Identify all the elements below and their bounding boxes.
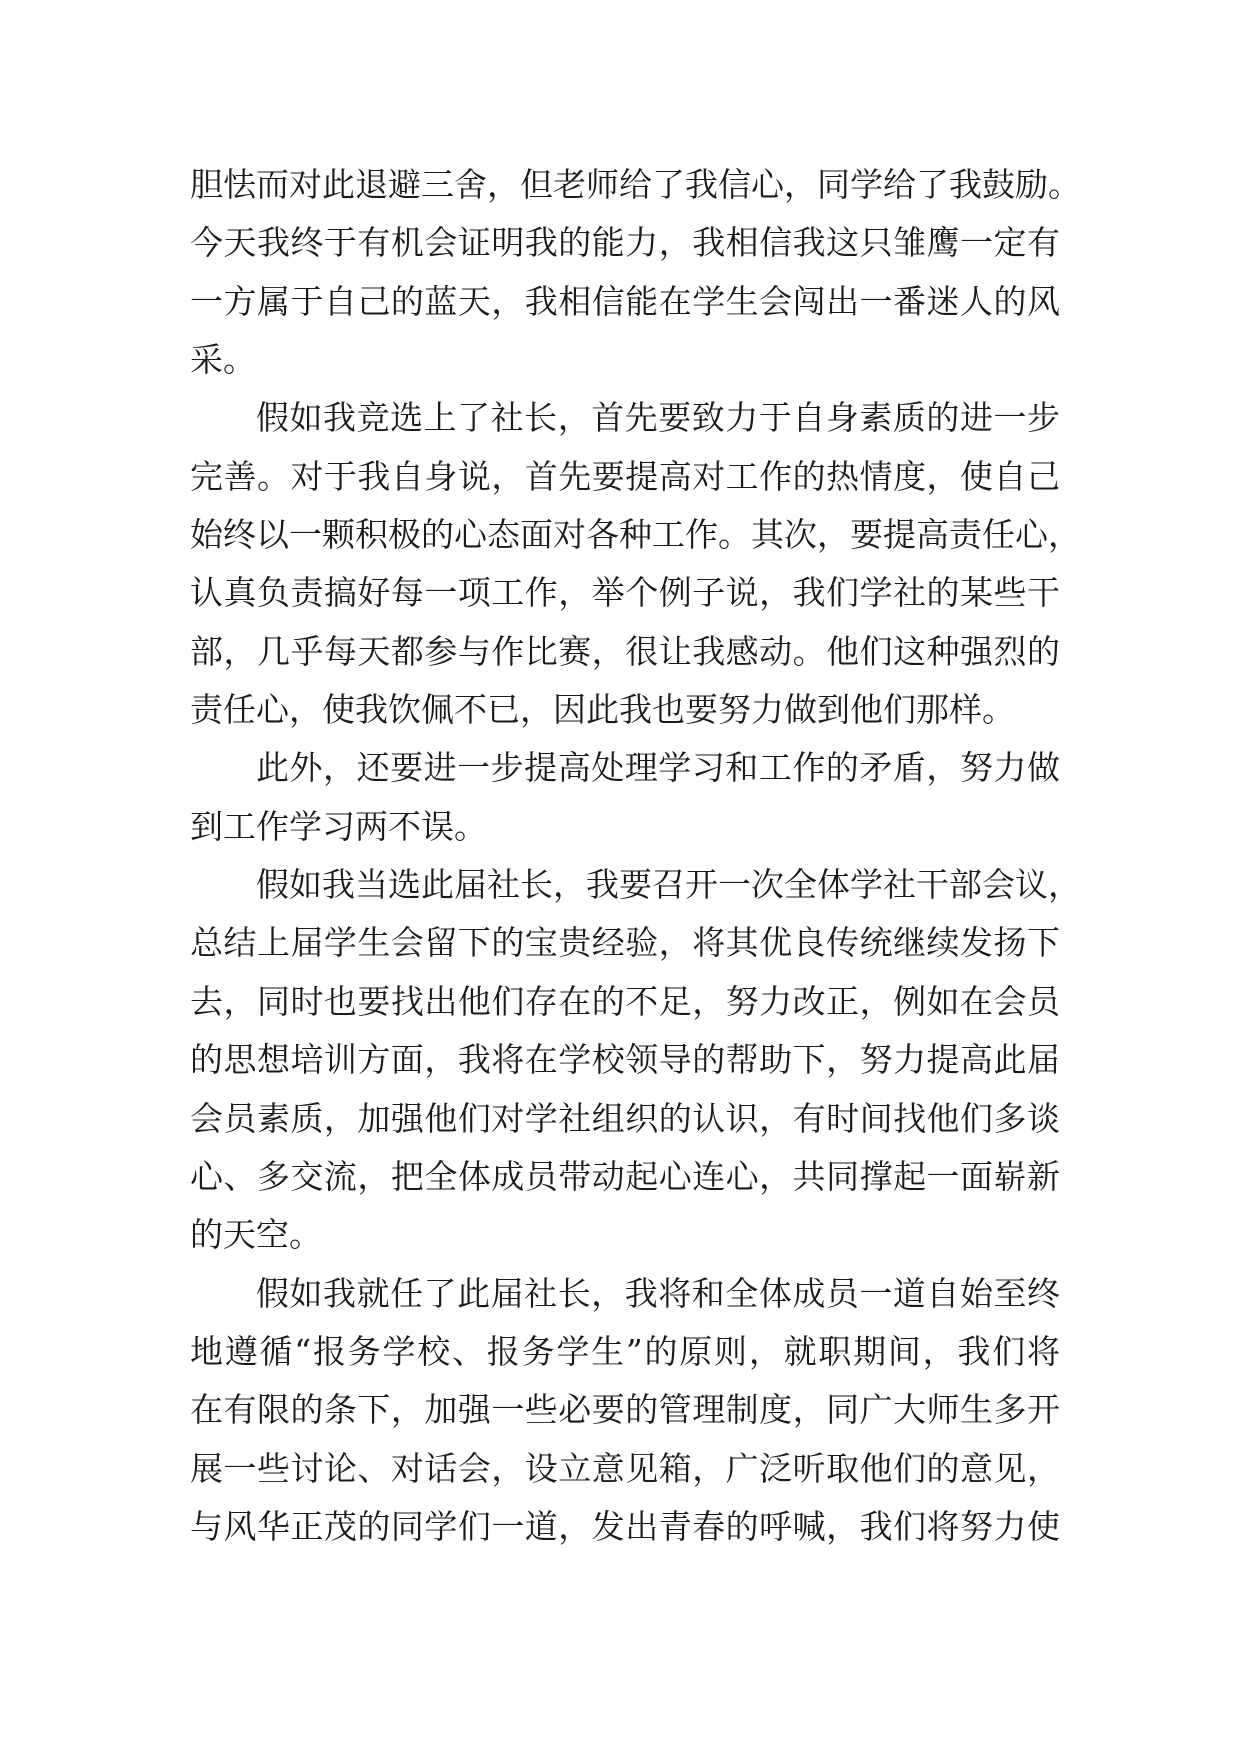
text-line: 总结上届学生会留下的宝贵经验，将其优良传统继续发扬下 bbox=[190, 923, 1060, 963]
text-line: 部，几乎每天都参与作比赛，很让我感动。他们这种强烈的 bbox=[190, 631, 1060, 671]
text-line: 采。 bbox=[190, 340, 256, 380]
text-line: 假如我竞选上了社长，首先要致力于自身素质的进一步 bbox=[256, 398, 1060, 438]
text-line: 假如我就任了此届社长，我将和全体成员一道自始至终 bbox=[256, 1273, 1060, 1313]
text-line: 一方属于自己的蓝天，我相信能在学生会闯出一番迷人的风 bbox=[190, 281, 1060, 321]
body-text bbox=[190, 156, 1081, 1556]
text-line: 地遵循“报务学校、报务学生”的原则，就职期间，我们将 bbox=[190, 1331, 1060, 1371]
text-line: 与风华正茂的同学们一道，发出青春的呼喊，我们将努力使 bbox=[190, 1506, 1060, 1546]
text-line: 的天空。 bbox=[190, 1215, 322, 1255]
text-line: 此外，还要进一步提高处理学习和工作的矛盾，努力做 bbox=[256, 748, 1060, 788]
text-line: 今天我终于有机会证明我的能力，我相信我这只雏鹰一定有 bbox=[190, 223, 1060, 263]
text-line: 认真负责搞好每一项工作，举个例子说，我们学社的某些干 bbox=[190, 573, 1060, 613]
text-line: 责任心，使我饮佩不已，因此我也要努力做到他们那样。 bbox=[190, 690, 1015, 730]
text-line: 在有限的条下，加强一些必要的管理制度，同广大师生多开 bbox=[190, 1390, 1060, 1430]
text-line: 到工作学习两不误。 bbox=[190, 806, 487, 846]
text-line: 始终以一颗积极的心态面对各种工作。其次，要提高责任心， bbox=[190, 515, 1081, 555]
text-line: 完善。对于我自身说，首先要提高对工作的热情度，使自己 bbox=[190, 456, 1060, 496]
text-line: 的思想培训方面，我将在学校领导的帮助下，努力提高此届 bbox=[190, 1040, 1060, 1080]
text-line: 心、多交流，把全体成员带动起心连心，共同撑起一面崭新 bbox=[190, 1156, 1060, 1196]
text-line: 假如我当选此届社长，我要召开一次全体学社干部会议， bbox=[256, 865, 1081, 905]
text-line: 会员素质，加强他们对学社组织的认识，有时间找他们多谈 bbox=[190, 1098, 1060, 1138]
text-line: 胆怯而对此退避三舍，但老师给了我信心，同学给了我鼓励。 bbox=[190, 165, 1081, 204]
text-line: 去，同时也要找出他们存在的不足，努力改正，例如在会员 bbox=[190, 981, 1060, 1021]
text-line: 展一些讨论、对话会，设立意见箱，广泛听取他们的意见， bbox=[190, 1448, 1060, 1488]
